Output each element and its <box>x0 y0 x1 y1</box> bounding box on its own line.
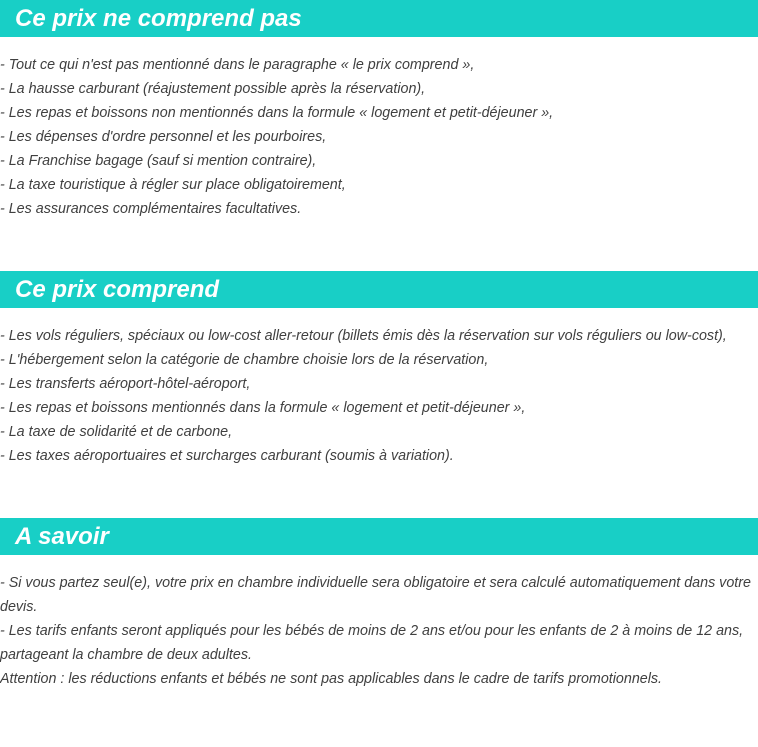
list-item: - Les taxes aéroportuaires et surcharges carburant (soumis à variation). <box>0 448 454 464</box>
list-item: - Les repas et boissons non mentionnés dans la formule « logement et petit-déjeuner », <box>0 105 554 121</box>
list-item: - L'hébergement selon la catégorie de chambre choisie lors de la réservation, <box>0 352 489 368</box>
section-header-comprend <box>0 271 758 308</box>
list-item: - La Franchise bagage (sauf si mention contraire), <box>0 153 317 169</box>
section-header-ne-comprend-pas <box>0 0 758 37</box>
list-item: - Les transferts aéroport-hôtel-aéroport, <box>0 376 251 392</box>
section-header-a-savoir <box>0 518 758 555</box>
list-item: - Tout ce qui n'est pas mentionné dans le paragraphe « le prix comprend », <box>0 57 475 73</box>
section-title: Ce prix comprend <box>15 276 220 303</box>
paragraph: Attention : les réductions enfants et bébés ne sont pas applicables dans le cadre de tarifs promotionnels. <box>0 671 663 687</box>
section-body-a-savoir <box>0 571 758 691</box>
list-item: - Les assurances complémentaires facultatives. <box>0 201 302 217</box>
list-item: - La taxe de solidarité et de carbone, <box>0 424 233 440</box>
list-item: - La taxe touristique à régler sur place obligatoirement, <box>0 177 346 193</box>
paragraph: - Les tarifs enfants seront appliqués pour les bébés de moins de 2 ans et/ou pour les enfants de 2 à moins de 12 ans, partageant la chambre de deux adultes. <box>0 623 744 663</box>
section-title: A savoir <box>15 523 109 550</box>
section-body-ne-comprend-pas <box>0 53 758 221</box>
list-item: - Les repas et boissons mentionnés dans la formule « logement et petit-déjeuner », <box>0 400 526 416</box>
section-body-comprend <box>0 324 758 468</box>
list-item: - Les vols réguliers, spéciaux ou low-cost aller-retour (billets émis dès la réservation sur vols réguliers ou low-cost), <box>0 328 727 344</box>
list-item: - La hausse carburant (réajustement possible après la réservation), <box>0 81 426 97</box>
section-title: Ce prix ne comprend pas <box>15 5 302 32</box>
list-item: - Les dépenses d'ordre personnel et les pourboires, <box>0 129 327 145</box>
paragraph: - Si vous partez seul(e), votre prix en chambre individuelle sera obligatoire et sera calculé automatiquement dans votre devis. <box>0 575 751 615</box>
